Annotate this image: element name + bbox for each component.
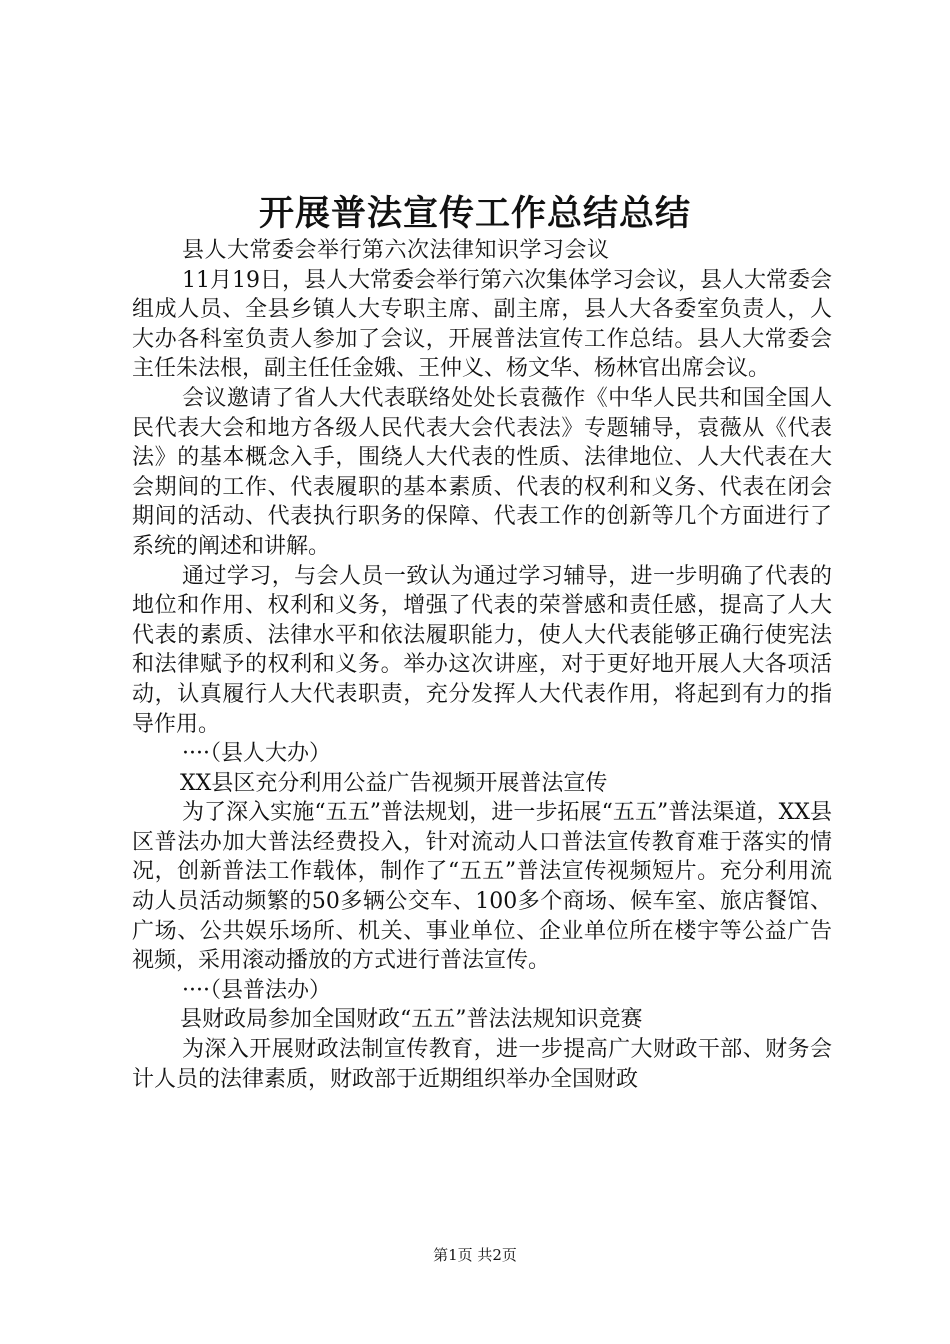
document-body — [132, 236, 832, 1094]
section-heading: 县财政局参加全国财政“五五”普法法规知识竞赛 — [180, 1007, 643, 1033]
section-heading: XX县区充分利用公益广告视频开展普法宣传 — [180, 770, 608, 796]
source-note: ····（县人大办） — [182, 741, 331, 767]
paragraph: 会议邀请了省人大代表联络处处长袁薇作《中华人民共和国全国人民代表大会和地方各级人民代表大会代表法》专题辅导，袁薇从《代表法》的基本概念入手，围绕人大代表的性质、法律地位、人大代表在大会期间的工作、代表履职的基本素质、代表的权利和义务、代表在闭会期间的活动、代表执行职务的保障、代表工作的创新等几个方面进行了系统的阐述和讲解。 — [132, 385, 832, 559]
paragraph: 为了深入实施“五五”普法规划，进一步拓展“五五”普法渠道，XX县区普法办加大普法经费投入，针对流动人口普法宣传教育难于落实的情况，创新普法工作载体，制作了“五五”普法宣传视频短片。充分利用流动人员活动频繁的50多辆公交车、100多个商场、候车室、旅店餐馆、广场、公共娱乐场所、机关、事业单位、企业单位所在楼宇等公益广告视频，采用滚动播放的方式进行普法宣传。 — [132, 800, 832, 974]
paragraph: 为深入开展财政法制宣传教育，进一步提高广大财政干部、财务会计人员的法律素质，财政部于近期组织举办全国财政 — [132, 1037, 832, 1092]
document-title: 开展普法宣传工作总结总结 — [258, 193, 691, 234]
paragraph: 11月19日，县人大常委会举行第六次集体学习会议，县人大常委会组成人员、全县乡镇人大专职主席、副主席，县人大各委室负责人，人大办各科室负责人参加了会议，开展普法宣传工作总结。县人大常委会主任朱法根，副主任任金娥、王仲义、杨文华、杨林官出席会议。 — [132, 267, 832, 382]
section-heading: 县人大常委会举行第六次法律知识学习会议 — [182, 238, 610, 263]
source-note: ····（县普法办） — [182, 977, 331, 1003]
page-footer: 第1页 共2页 — [433, 1246, 517, 1264]
paragraph: 通过学习，与会人员一致认为通过学习辅导，进一步明确了代表的地位和作用、权利和义务，增强了代表的荣誉感和责任感，提高了人大代表的素质、法律水平和依法履职能力，使人大代表能够正确行使宪法和法律赋予的权利和义务。举办这次讲座，对于更好地开展人大各项活动，认真履行人大代表职责，充分发挥人大代表作用，将起到有力的指导作用。 — [132, 563, 832, 737]
